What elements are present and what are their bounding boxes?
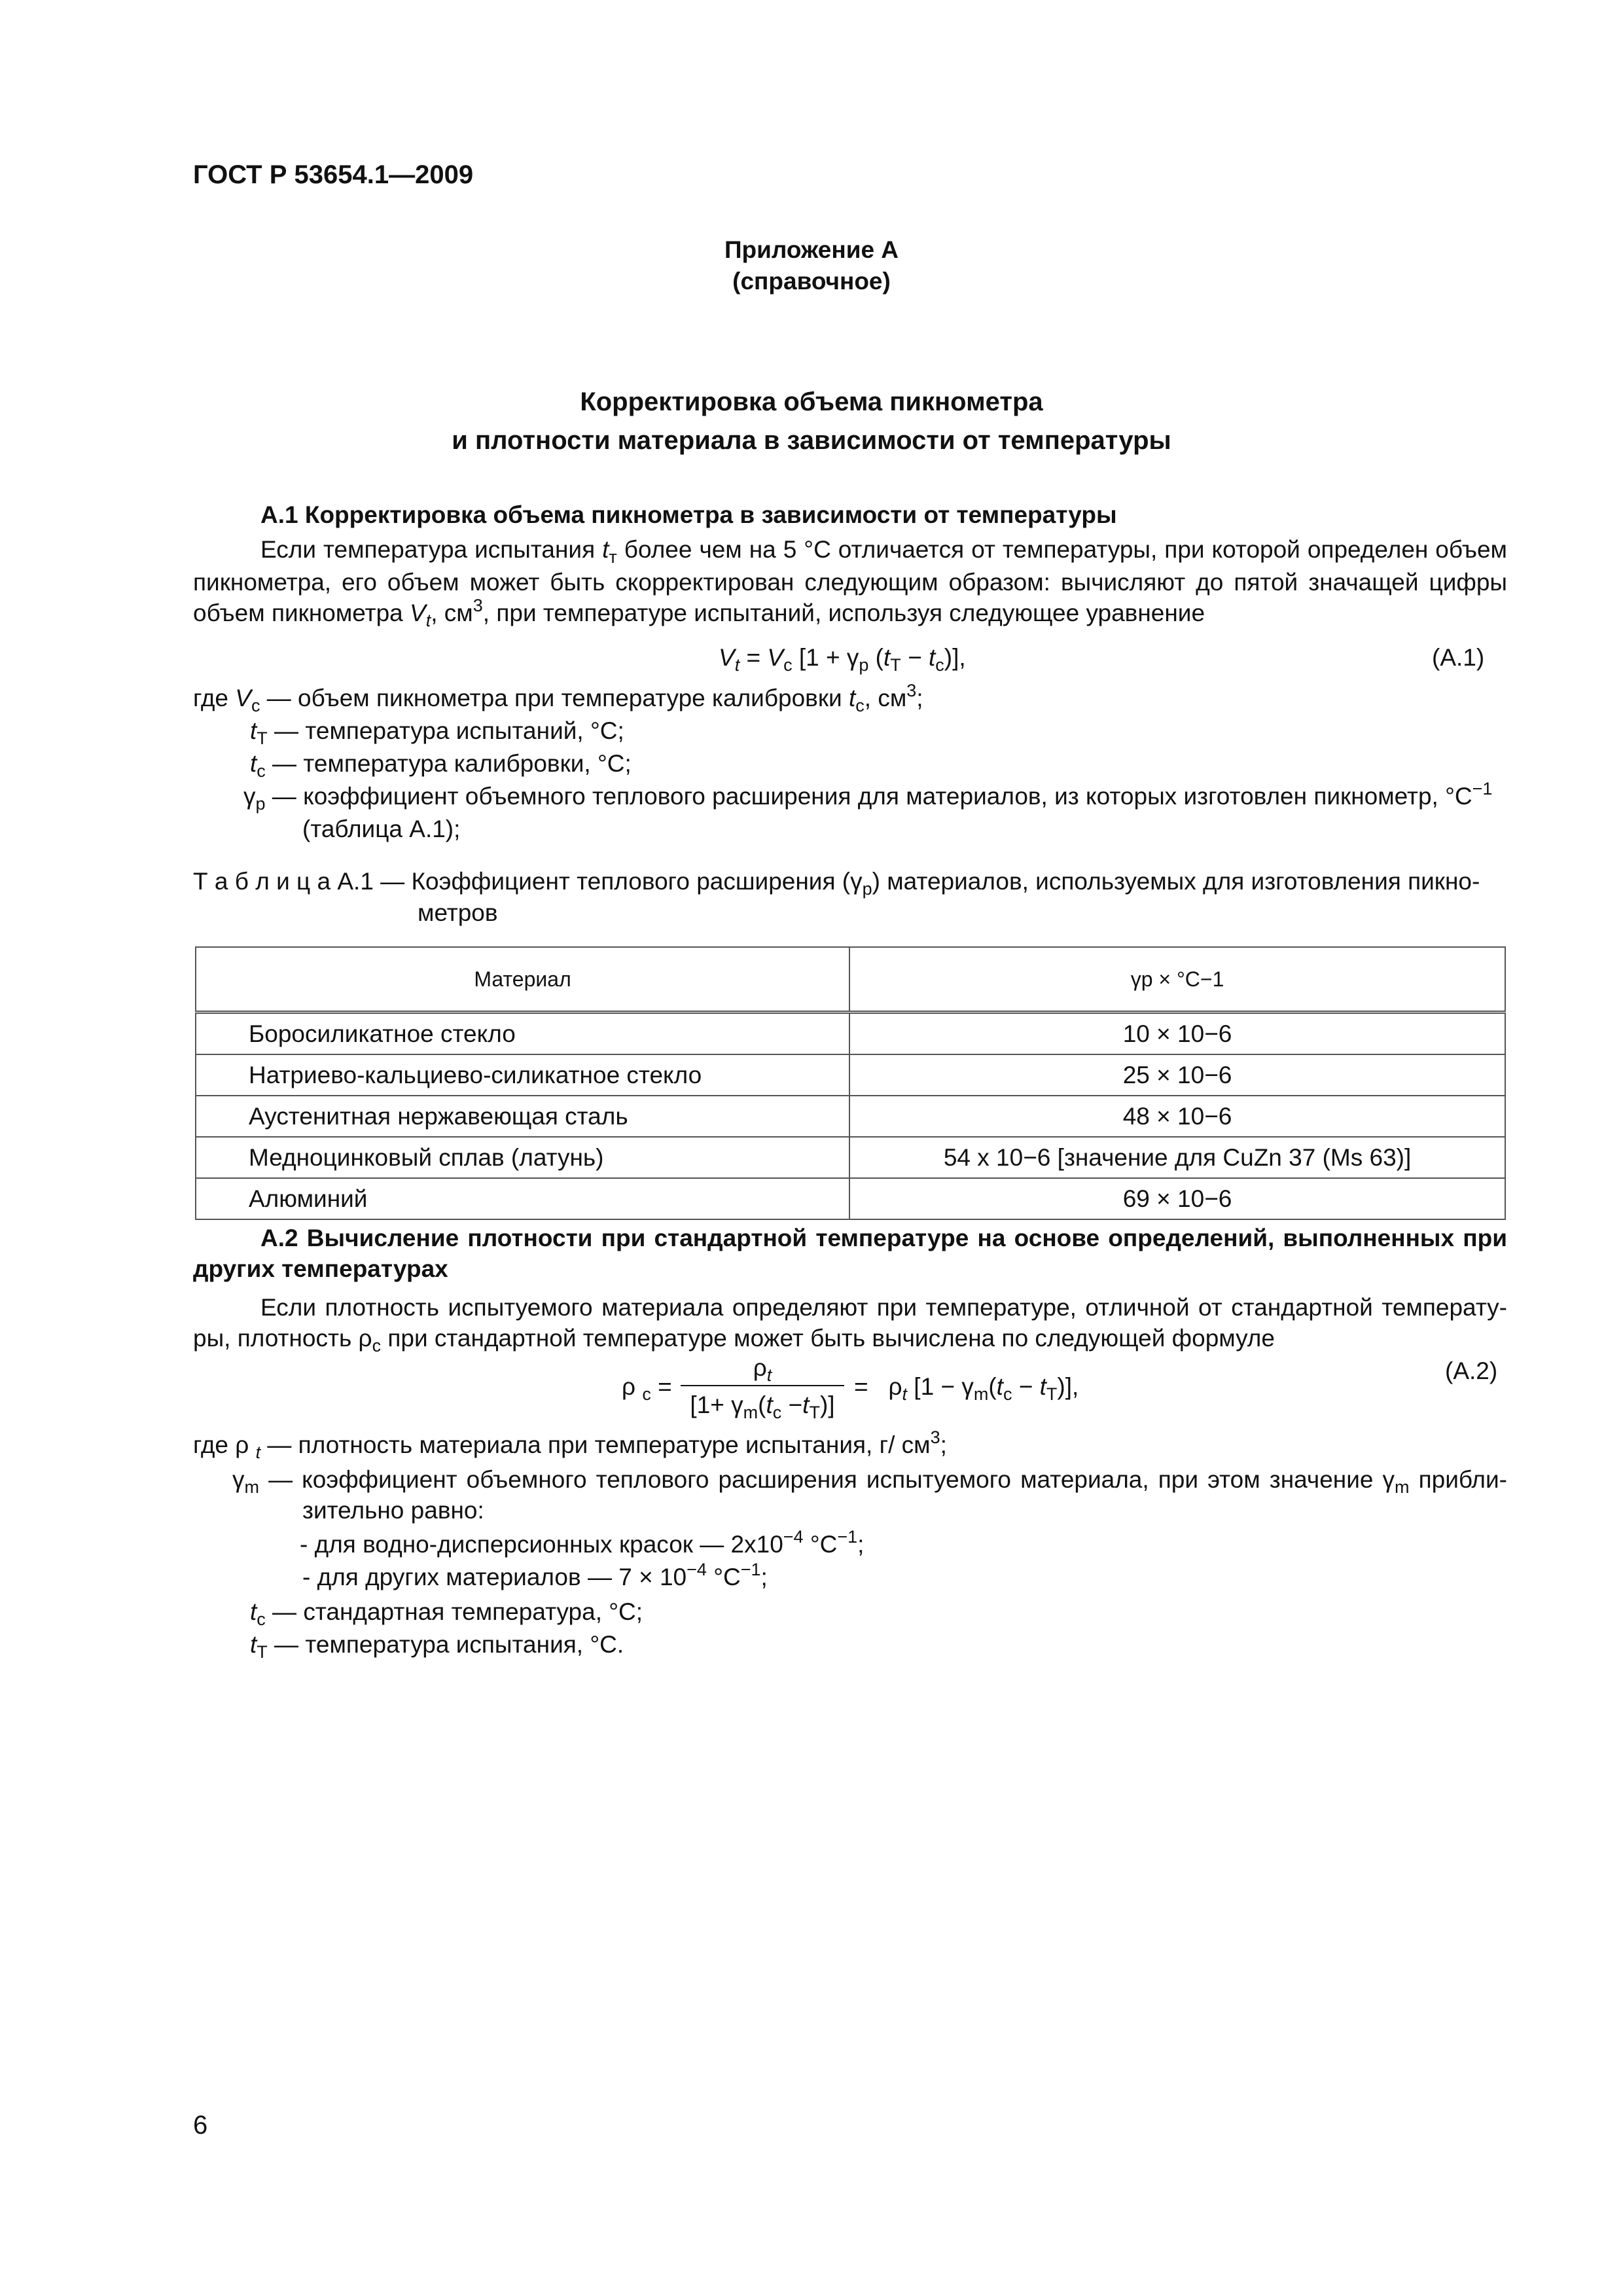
table-row: [196, 1054, 1505, 1096]
main-title-line1: Корректировка объема пикнометра: [580, 387, 1043, 416]
section-a2-paragraph-line2: ры, плотность $\rho_с$ при стандартной температуре может быть вычислена по следующей формуле: [193, 1325, 1275, 1355]
equation-a2-denominator: $[1+ \gamma_m(t_с -t_T)]$: [690, 1391, 835, 1422]
list-item-other-materials: - для других материалов — $7 \times 10^{-4}$ $^\circ С^{-1}$;: [302, 1560, 768, 1590]
equation-a2-numerator: $\rho_t$: [753, 1354, 772, 1385]
section-a2-heading-line1: А.2 Вычисление плотности при стандартной температуре на основе определений, выполненных при: [260, 1225, 1507, 1251]
definition-gamma-m: $\gamma_m$ — коэффициент объемного теплового расширения испытуемого материала, при этом значение $\gamma_m$ прибли-: [232, 1466, 1508, 1497]
equation-a2-rhs: = $\rho_t$ $[1 - \gamma_m(t_с - t_T)]$,: [854, 1373, 1079, 1404]
definition-tt: $t_Т$ — температура испытаний, °С;: [250, 717, 624, 748]
definition-rho-t: где ρ $_t$ — плотность материала при температуре испытания, г/ $см^3$;: [193, 1427, 947, 1462]
section-a1-paragraph-line2: пикнометра, его объем может быть скорректирован следующим образом: вычисляют до пятой значащей цифры: [193, 569, 1507, 596]
equation-a2-number: (А.2): [1445, 1357, 1498, 1384]
main-title-line2: и плотности материала в зависимости от температуры: [452, 426, 1171, 455]
table-row: [196, 1178, 1505, 1219]
table-row: [196, 1096, 1505, 1137]
section-a2-heading-line2: других температурах: [193, 1255, 448, 1282]
definition-gamma-m-line2: зительно равно:: [302, 1497, 484, 1524]
definition-gamma-p: $\gamma_р$ — коэффициент объемного теплового расширения для материалов, из которых изготовлен пикнометр, $^\circ С^{-1}$: [243, 779, 1493, 814]
table-cell-material: Алюминий: [196, 1178, 849, 1219]
table-row: [196, 1013, 1505, 1055]
table-caption: Т а б л и ц а А.1 — Коэффициент теплового расширения $(\gamma_р)$ материалов, используемых для изготовления пикно-: [193, 868, 1480, 899]
equation-a2-lhs: ρ $_с$ =: [622, 1373, 672, 1404]
table-cell-material: Боросиликатное стекло: [196, 1013, 849, 1055]
table-cell-material: Натриево-кальциево-силикатное стекло: [196, 1054, 849, 1096]
equation-a2-fraction-line: [681, 1385, 844, 1386]
definition-tc: $t_с$ — температура калибровки, °С;: [250, 750, 632, 781]
page-number: 6: [193, 2111, 208, 2140]
table-cell-material: Медноцинковый сплав (латунь): [196, 1137, 849, 1178]
equation-a1: $V_t = V_с$ [$1 + \gamma_р$ $(t_Т - t_с)$],: [719, 644, 966, 675]
table-header-material: Материал: [196, 947, 849, 1013]
definition-vc: где $V_с$ — объем пикнометра при температуре калибровки $t_с$, $см^3$;: [193, 681, 923, 715]
table-row: [196, 1137, 1505, 1178]
table-header-row: [196, 947, 1505, 1013]
definition-tc-standard: $t_с$ — стандартная температура, °С;: [250, 1598, 643, 1629]
definition-gamma-p-ref: (таблица А.1);: [302, 816, 461, 842]
section-a1-heading: А.1 Корректировка объема пикнометра в зависимости от температуры: [260, 501, 1117, 528]
appendix-type: (справочное): [732, 268, 891, 295]
table-header-coefficient: γp × °С−1: [849, 947, 1505, 1013]
table-cell-material: Аустенитная нержавеющая сталь: [196, 1096, 849, 1137]
table-a1: [195, 946, 1506, 1220]
definition-tt-test: $t_T$ — температура испытания, °С.: [250, 1631, 624, 1662]
list-item-water-paints: - для водно-дисперсионных красок — $2х10^{-4}$ $^\circ С^{-1}$;: [300, 1527, 865, 1558]
table-cell-value: 25 × 10−6: [849, 1054, 1505, 1096]
table-cell-value: 69 × 10−6: [849, 1178, 1505, 1219]
section-a2-paragraph-line1: Если плотность испытуемого материала определяют при температуре, отличной от стандартной температу-: [260, 1294, 1507, 1321]
section-a1-paragraph-line3: объем пикнометра $V_t$, $см^3$, при температуре испытаний, используя следующее уравнение: [193, 596, 1205, 630]
table-cell-value: 10 × 10−6: [849, 1013, 1505, 1055]
equation-a1-number: (А.1): [1432, 644, 1485, 671]
table-cell-value: 48 × 10−6: [849, 1096, 1505, 1137]
appendix-title: Приложение А: [724, 236, 899, 263]
section-a1-paragraph-line1: Если температура испытания $t_т$ более чем на 5 °С отличается от температуры, при которой определен объем: [260, 536, 1507, 567]
table-caption-line2: метров: [418, 899, 498, 926]
table-cell-value: 54 x 10−6 [значение для CuZn 37 (Ms 63)]: [849, 1137, 1505, 1178]
document-code: ГОСТ Р 53654.1—2009: [193, 160, 474, 189]
